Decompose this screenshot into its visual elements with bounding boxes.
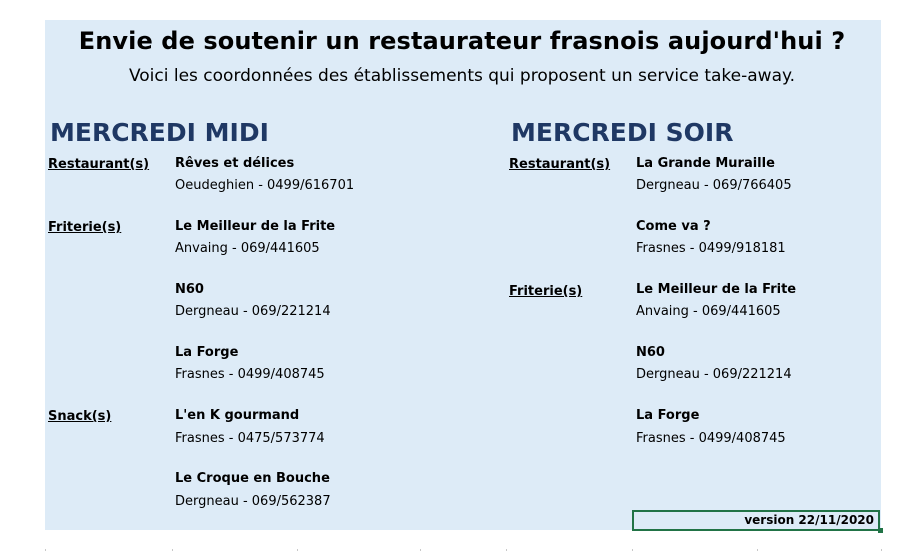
soir-entry-name[interactable]: La Forge (636, 408, 700, 423)
midi-entry-contact[interactable]: Frasnes - 0475/573774 (175, 431, 325, 446)
soir-heading: MERCREDI SOIR (511, 118, 734, 147)
soir-entry-name[interactable]: Le Meilleur de la Frite (636, 282, 797, 297)
version-cell[interactable]: version 22/11/2020 (632, 510, 880, 531)
soir-category-restaurants[interactable]: Restaurant(s) (509, 157, 611, 172)
midi-category-friteries[interactable]: Friterie(s) (48, 220, 122, 235)
midi-entry-name[interactable]: Le Croque en Bouche (175, 471, 330, 486)
soir-entry-contact[interactable]: Frasnes - 0499/408745 (636, 431, 786, 446)
soir-entry-name[interactable]: N60 (636, 345, 665, 360)
gridline-tick (172, 549, 173, 551)
midi-entry-name[interactable]: L'en K gourmand (175, 408, 300, 423)
gridline-tick (420, 549, 421, 551)
midi-entry-contact[interactable]: Dergneau - 069/562387 (175, 494, 331, 509)
soir-entry-contact[interactable]: Dergneau - 069/221214 (636, 367, 792, 382)
midi-entry-contact[interactable]: Anvaing - 069/441605 (175, 241, 320, 256)
midi-entry-contact[interactable]: Dergneau - 069/221214 (175, 304, 331, 319)
midi-heading: MERCREDI MIDI (50, 118, 269, 147)
soir-entry-contact[interactable]: Anvaing - 069/441605 (636, 304, 781, 319)
page-subtitle: Voici les coordonnées des établissements qui proposent un service take-away. (128, 66, 796, 86)
gridline-tick (881, 549, 882, 551)
midi-category-snacks[interactable]: Snack(s) (48, 409, 112, 424)
midi-entry-name[interactable]: Le Meilleur de la Frite (175, 219, 336, 234)
gridline-tick (757, 549, 758, 551)
midi-category-restaurants[interactable]: Restaurant(s) (48, 157, 150, 172)
soir-entry-contact[interactable]: Frasnes - 0499/918181 (636, 241, 786, 256)
soir-category-friteries[interactable]: Friterie(s) (509, 284, 583, 299)
soir-entry-contact[interactable]: Dergneau - 069/766405 (636, 178, 792, 193)
midi-entry-name[interactable]: Rêves et délices (175, 156, 295, 171)
midi-entry-name[interactable]: La Forge (175, 345, 239, 360)
content-panel (45, 20, 881, 530)
soir-entry-name[interactable]: Come va ? (636, 219, 711, 234)
page-title: Envie de soutenir un restaurateur frasnois aujourd'hui ? (78, 27, 846, 55)
soir-entry-name[interactable]: La Grande Muraille (636, 156, 775, 171)
gridline-tick (632, 549, 633, 551)
midi-entry-contact[interactable]: Oeudeghien - 0499/616701 (175, 178, 355, 193)
gridline-tick (506, 549, 507, 551)
midi-entry-contact[interactable]: Frasnes - 0499/408745 (175, 367, 325, 382)
gridline-tick (45, 549, 46, 551)
gridline-ticks (0, 549, 924, 551)
gridline-tick (297, 549, 298, 551)
midi-entry-name[interactable]: N60 (175, 282, 204, 297)
fill-handle[interactable] (878, 528, 883, 533)
